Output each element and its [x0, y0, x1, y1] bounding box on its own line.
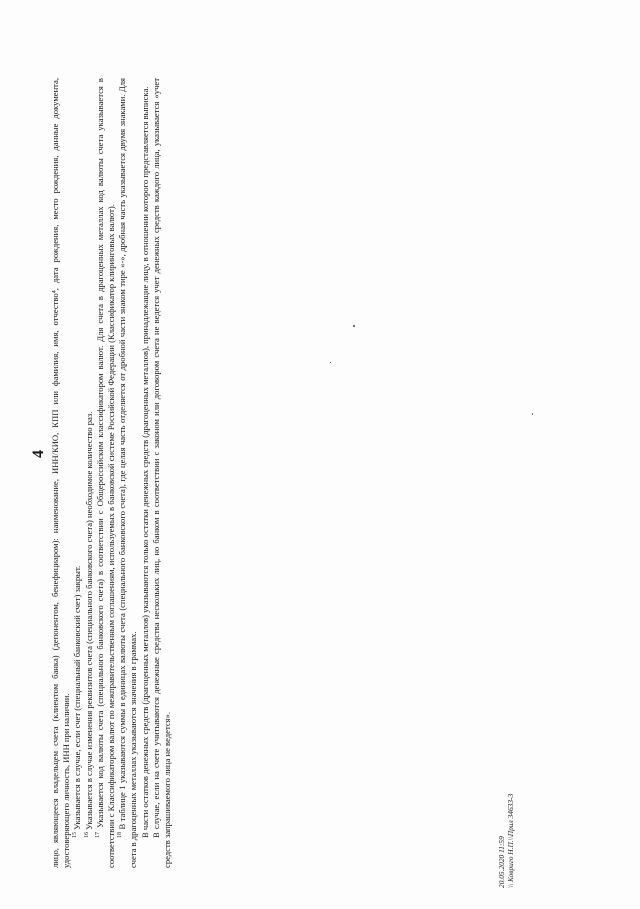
footnote-16-text: Указывается в случае изменения реквизитов счета (специального банковского счета) необходимое количество раз.: [83, 411, 94, 832]
paragraph-balances: [140, 78, 151, 868]
footnote-15-mark: 15: [72, 832, 79, 838]
paragraph-multiple-persons: [151, 78, 173, 868]
footnote-17: [95, 78, 117, 868]
page-number: 4: [30, 450, 47, 458]
footnote-16-mark: 16: [83, 832, 90, 838]
footnote-18-text: В таблице 1 указываются суммы в единицах валюты счета (специального банковского счета), где целая часть отделяется от дробной части знаком тире «-», дробная часть указывается двумя знаками. Для счета в драгоценных металлах указываются значения в граммах.: [117, 78, 139, 868]
paragraph-0: [50, 78, 72, 868]
scan-speck: [330, 362, 331, 363]
paragraph-balances-text: В части остатков денежных средств (драгоценных металлов) указываются только остатки денежных средств (драгоценных металлов), принадлежащие лицу, в отношении которого представляется выписка.: [139, 86, 150, 838]
footnotes-body: [50, 78, 173, 868]
footnote-18: [117, 78, 139, 868]
footnote-15-text: Указывается в случае, если счет (специальный банковский счет) закрыт.: [72, 565, 83, 832]
paragraph-0-text: лицо, являющееся владельцем счета (клиентом банка) (депонентом, бенефициаром): наименование, ИНН/КИО, КПП или фамилия, имя, отчество⁴, дата рождения, место рождения, данные документа, удостоверяющего личность, ИНН при наличии.: [50, 78, 72, 868]
print-file-path: \\ Ковриго Н.П.\\Прил 34633-3: [505, 793, 515, 888]
scan-speck: [532, 413, 533, 415]
print-timestamp: 20.05.2020 11:59: [497, 836, 506, 888]
print-footer: [498, 628, 515, 888]
scan-speck: [353, 325, 355, 327]
rotated-content: [20, 28, 620, 888]
footnote-17-text: Указывается код валюты счета (специального банковского счета) в соответствии с Общероссийским классификатором валют. Для счета в драгоценных металлах код валюты счета указывается в соответствии с Классификатором валют по межправительственным соглашениям, используемых в банковской системе Российской Федерации (Классификатор клиринговых валют).: [94, 78, 117, 868]
footnote-17-mark: 17: [94, 832, 101, 838]
footnote-16: [84, 78, 95, 868]
footnote-18-mark: 18: [117, 832, 124, 838]
paragraph-multiple-persons-text: В случае, если на счете учитываются денежные средства нескольких лиц, но банком в соответствии с законом или договором счета не ведется учет денежных средств каждого лица, указывается «учет средств запрашиваемого лица не ведется».: [150, 78, 173, 868]
footnote-15: [72, 78, 83, 868]
